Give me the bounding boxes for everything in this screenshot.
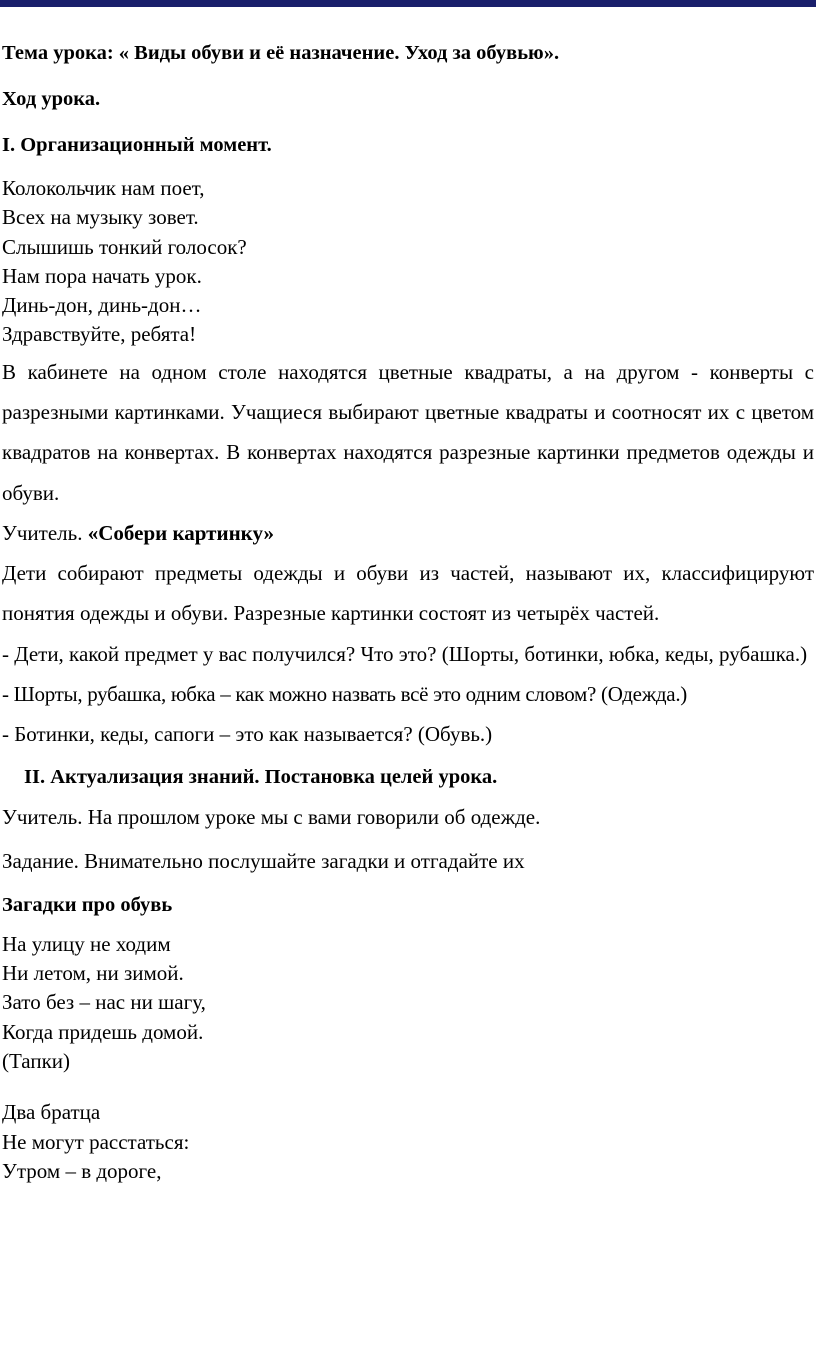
section2-heading: II. Актуализация знаний. Постановка целей урока. bbox=[24, 765, 498, 788]
riddle-line: Не могут расстаться: bbox=[2, 1129, 190, 1154]
riddle-line: Утром – в дороге, bbox=[2, 1158, 162, 1183]
paragraph-children: Дети собирают предметы одежды и обуви из частей, называют их, классифицируют понятия одежды и обуви. Разрезные картинки состоят из четырёх частей. bbox=[2, 560, 814, 626]
poem-line: Здравствуйте, ребята! bbox=[2, 322, 197, 347]
poem-line: Динь-дон, динь-дон… bbox=[2, 293, 202, 318]
poem-line: Слышишь тонкий голосок? bbox=[2, 234, 247, 259]
lesson-topic: Тема урока: « Виды обуви и её назначение. Уход за обувью». bbox=[2, 42, 560, 64]
question-1: - Дети, какой предмет у вас получился? Что это? (Шорты, ботинки, юбка, кеды, рубашка.) bbox=[2, 641, 808, 666]
riddle-answer: (Тапки) bbox=[2, 1049, 71, 1074]
riddles-heading: Загадки про обувь bbox=[2, 893, 173, 916]
riddle-line: Два братца bbox=[2, 1100, 101, 1125]
riddle-line: Зато без – нас ни шагу, bbox=[2, 990, 206, 1015]
riddle-1 bbox=[2, 930, 814, 1076]
riddle-line: На улицу не ходим bbox=[2, 931, 171, 956]
poem-line: Колокольчик нам поет, bbox=[2, 176, 205, 200]
riddle-2 bbox=[2, 1098, 814, 1186]
teacher-line: Учитель. На прошлом уроке мы с вами говорили об одежде. bbox=[2, 804, 541, 829]
paragraph-setup: В кабинете на одном столе находятся цветные квадраты, а на другом - конверты с разрезными картинками. Учащиеся выбирают цветные квадраты и соотносят их с цветом квадратов на конвертах. В конвертах находятся разрезные картинки предметов одежды и обуви. bbox=[2, 359, 814, 505]
document-body bbox=[2, 40, 814, 1186]
riddle-line: Ни летом, ни зимой. bbox=[2, 961, 184, 986]
top-border-bar bbox=[0, 0, 816, 7]
lesson-progress-heading: Ход урока. bbox=[2, 88, 101, 110]
question-2: - Шорты, рубашка, юбка – как можно назвать всё это одним словом? (Одежда.) bbox=[2, 681, 687, 706]
teacher-label: Учитель. bbox=[2, 520, 88, 545]
poem-line: Нам пора начать урок. bbox=[2, 263, 202, 288]
section1-heading: I. Организационный момент. bbox=[2, 134, 272, 156]
poem1 bbox=[2, 174, 814, 350]
task-line: Задание. Внимательно послушайте загадки и отгадайте их bbox=[2, 848, 525, 873]
question-3: - Ботинки, кеды, сапоги – это как называется? (Обувь.) bbox=[2, 721, 493, 746]
teacher-game-line bbox=[2, 513, 814, 553]
riddle-line: Когда придешь домой. bbox=[2, 1019, 204, 1044]
poem-line: Всех на музыку зовет. bbox=[2, 205, 199, 230]
game-title: «Собери картинку» bbox=[87, 520, 274, 545]
